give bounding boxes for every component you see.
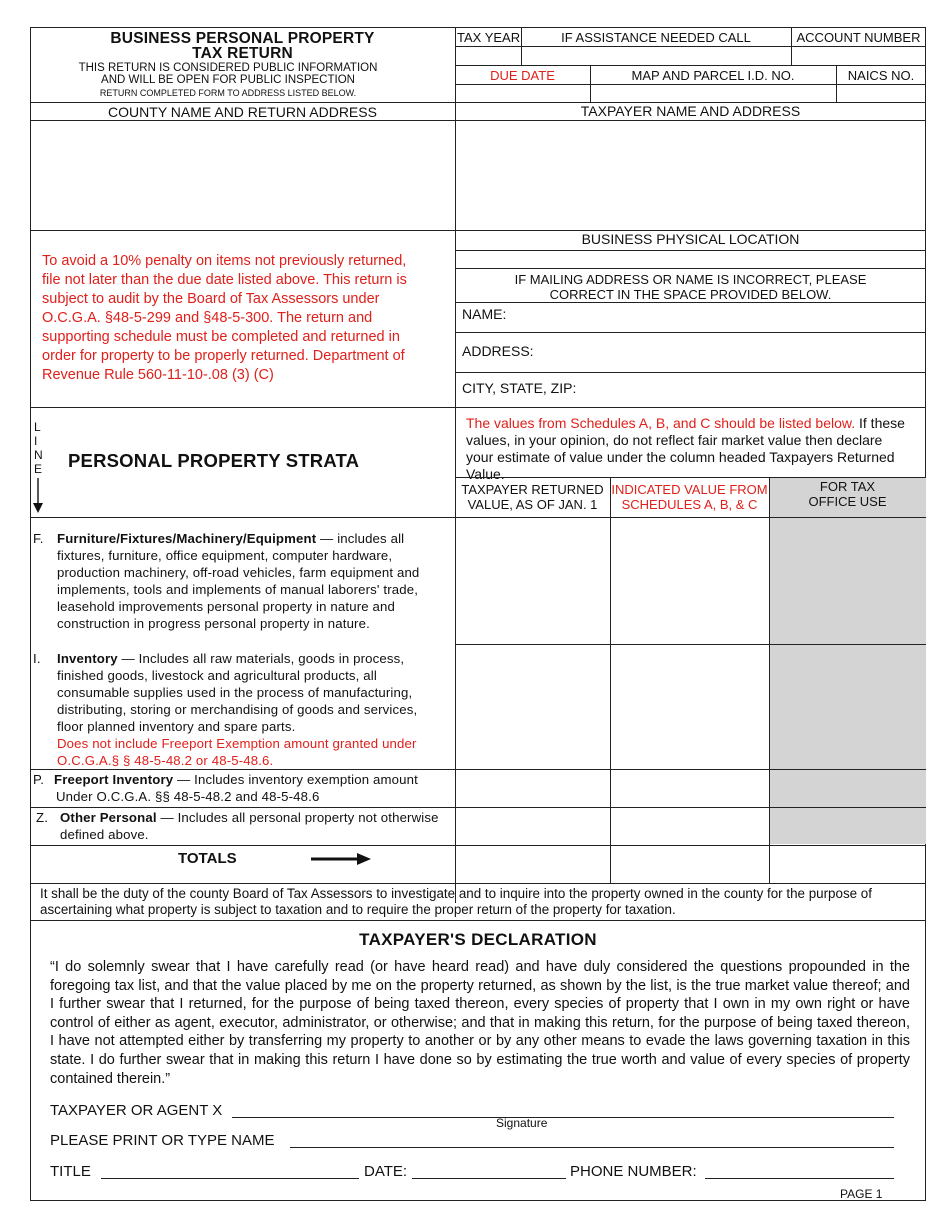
col-line [769,477,770,883]
furniture-indicated-value[interactable] [611,518,768,643]
county-address-box[interactable] [31,121,454,229]
row-line [30,883,926,884]
col-header-line: OFFICE USE [808,494,887,509]
name-field[interactable] [512,303,925,331]
page-number: PAGE 1 [840,1187,883,1201]
row-desc-line: production machinery, off-road vehicles, farm equipment and [57,565,420,580]
totals-label: TOTALS [178,850,237,867]
mailing-note-line2: CORRECT IN THE SPACE PROVIDED BELOW. [549,287,832,302]
row-desc-line: implements, tools and implements of manual laborers' trade, [57,582,419,597]
naics-label: NAICS NO. [847,68,915,83]
public-notice [30,62,426,86]
strata-instructions [466,415,921,483]
inventory-indicated-value[interactable] [611,645,768,768]
col-header-line: FOR TAX [819,479,876,494]
phone-number-field[interactable] [705,1163,894,1179]
instructions-red: The values from Schedules A, B, and C should be listed below. [466,415,856,431]
mailing-correction-note [455,272,926,302]
strata-row-other [60,809,445,843]
col-header-taxpayer [455,482,610,512]
penalty-notice [42,252,442,385]
row-line [30,920,926,921]
col-header-line: VALUE, AS OF JAN. 1 [467,497,598,512]
penalty-line: file not later than the due date listed above. This return is [42,272,407,288]
address-label: ADDRESS: [462,343,534,359]
row-desc-line: fixtures, furniture, office equipment, computer hardware, [57,548,393,563]
assistance-label: IF ASSISTANCE NEEDED CALL [561,30,751,45]
line-letter: E [34,462,43,476]
hdr-line [455,65,926,66]
penalty-line: Revenue Rule 560-11-10-.08 (3) (C) [42,367,274,383]
taxpayer-address-label: TAXPAYER NAME AND ADDRESS [580,103,801,119]
furniture-taxpayer-value[interactable] [456,518,609,643]
city-state-zip-label: CITY, STATE, ZIP: [462,380,577,396]
taxpayer-address-box[interactable] [456,121,925,229]
declaration-text: “I do solemnly swear that I have carefully read (or have heard read) and have duly considered the questions propounded in the foregoing tax list, and that the value placed by me on the property returned, as shown by the list, is the true market value thereof; and I further swear that I returned, for the purpose of being taxed thereon, every species of property that I own in my own right or have control of either as agent, executor, administrator, or otherwise; and that in making this return, for the purpose of being taxed thereon, I have not attempted either by transferring my property to another or by any other means to evade the laws governing taxation in this state. I do further swear that in making this return I have done so by estimating the true worth and value of every species of property contained therein.” [50,959,910,1087]
duty-text-line1: It shall be the duty of the county Board of Tax Assessors to investigate and to inquire into the property owned in the county for the purpose of [40,886,872,901]
physical-location-field[interactable] [456,251,925,267]
col-header-line: INDICATED VALUE FROM [611,482,768,497]
account-number-label: ACCOUNT NUMBER [796,30,921,45]
map-parcel-label: MAP AND PARCEL I.D. NO. [631,68,795,83]
instructions-line2: values, in your opinion, do not reflect fair market value then declare [466,432,883,448]
line-vertical-label [34,420,46,476]
row-name: Freeport Inventory [54,772,174,787]
row-desc-line: construction in progress personal property in nature. [57,616,370,631]
date-field[interactable] [412,1163,566,1179]
line-letter: L [34,420,41,434]
title-field[interactable] [101,1163,359,1179]
row-desc: — Includes all raw materials, goods in process, [117,651,405,666]
row-line [455,477,926,478]
date-label: DATE: [364,1163,408,1180]
row-desc-line: consumable supplies used in the process of manufacturing, [57,685,413,700]
freeport-indicated-value[interactable] [611,770,768,806]
completed-form-note: RETURN COMPLETED FORM TO ADDRESS LISTED BELOW. [99,88,357,98]
col-header-line: SCHEDULES A, B, & C [621,497,758,512]
address-field[interactable] [536,333,925,371]
title-label: TITLE [50,1163,91,1180]
penalty-line: supporting schedule must be completed and returned in [42,329,400,345]
public-notice-line1: THIS RETURN IS CONSIDERED PUBLIC INFORMATION [78,62,378,74]
declaration-title: TAXPAYER'S DECLARATION [359,930,597,949]
line-letter: I [34,434,38,448]
row-desc-line: Under O.C.G.A. §§ 48-5-48.2 and 48-5-48.6 [56,789,320,804]
mailing-note-line1: IF MAILING ADDRESS OR NAME IS INCORRECT, PLEASE [514,272,867,287]
row-letter: F. [33,531,44,546]
row-desc: — Includes inventory exemption amount [173,772,418,787]
duty-text-line2: ascertaining what property is subject to taxation and to require the proper return of the property for taxation. [40,902,676,917]
strata-row-freeport [54,771,439,805]
physical-location-label: BUSINESS PHYSICAL LOCATION [581,231,800,247]
map-parcel-field[interactable] [591,85,835,101]
row-desc-line: leasehold improvements personal property in nature and [57,599,395,614]
row-desc-line: distributing, storing or merchandising of goods and services, [57,702,418,717]
phone-number-label: PHONE NUMBER: [570,1163,697,1180]
instructions-line3: your estimate of value under the column headed Taxpayers Returned Value. [466,449,895,482]
col-header-line: TAXPAYER RETURNED [461,482,604,497]
strata-row-furniture [57,530,439,632]
signature-row [50,1102,222,1120]
row-desc-line: floor planned inventory and spare parts. [57,719,296,734]
county-address-label: COUNTY NAME AND RETURN ADDRESS [108,104,377,120]
row-line [455,268,926,269]
row-line [30,407,926,408]
signature-field[interactable] [232,1102,894,1118]
account-number-field[interactable] [792,47,925,64]
tax-year-field[interactable] [456,47,520,64]
name-label: NAME: [462,306,507,322]
strata-title: PERSONAL PROPERTY STRATA [68,450,360,471]
row-letter: I. [33,651,41,666]
row-letter: P. [33,772,45,787]
due-date-label: DUE DATE [490,68,555,83]
print-name-label: PLEASE PRINT OR TYPE NAME [50,1132,275,1149]
col-header-indicated [610,482,769,512]
duty-text [40,886,920,918]
signature-caption: Signature [496,1116,548,1130]
inventory-taxpayer-value[interactable] [456,645,609,768]
row-name: Inventory [57,651,118,666]
penalty-line: To avoid a 10% penalty on items not previously returned, [42,253,407,269]
print-name-field[interactable] [290,1132,894,1148]
row-name: Other Personal [60,810,157,825]
other-indicated-value[interactable] [611,808,768,844]
penalty-line: O.C.G.A. §48-5-299 and §48-5-300. The return and [42,310,373,326]
public-notice-line2: AND WILL BE OPEN FOR PUBLIC INSPECTION [101,74,355,86]
row-letter: Z. [36,810,49,825]
city-state-zip-field[interactable] [580,373,925,406]
right-arrow-icon [311,851,373,867]
tax-year-label: TAX YEAR [457,30,521,45]
naics-field[interactable] [837,85,925,101]
col-header-office [769,479,926,509]
row-desc: — Includes all personal property not otherwise [156,810,439,825]
penalty-line: order for property to be properly returned. Department of [42,348,405,364]
row-desc-line: finished goods, livestock and agricultural products, all [57,668,377,683]
other-taxpayer-value[interactable] [456,808,609,844]
totals-indicated-value[interactable] [611,846,768,882]
row-desc-red-line: Does not include Freeport Exemption amount granted under [57,736,417,751]
penalty-line: subject to audit by the Board of Tax Assessors under [42,291,380,307]
strata-row-inventory [57,650,439,769]
freeport-taxpayer-value[interactable] [456,770,609,806]
row-desc-line: defined above. [60,827,149,842]
office-use-shading [769,478,926,844]
assistance-phone-field[interactable] [522,47,790,64]
due-date-field[interactable] [456,85,589,101]
taxpayer-agent-label: TAXPAYER OR AGENT X [50,1102,223,1119]
totals-taxpayer-value[interactable] [456,846,609,882]
form-title-line2: TAX RETURN [192,45,293,62]
form-title-line1: BUSINESS PERSONAL PROPERTY [110,30,375,47]
form-title [30,31,455,61]
row-desc: — includes all [316,531,405,546]
row-desc-red-line: O.C.G.A.§ § 48-5-48.2 or 48-5-48.6. [57,753,274,768]
down-arrow-icon [31,478,45,514]
instructions-black: If these [855,415,905,431]
row-name: Furniture/Fixtures/Machinery/Equipment [57,531,317,546]
line-letter: N [34,448,43,462]
